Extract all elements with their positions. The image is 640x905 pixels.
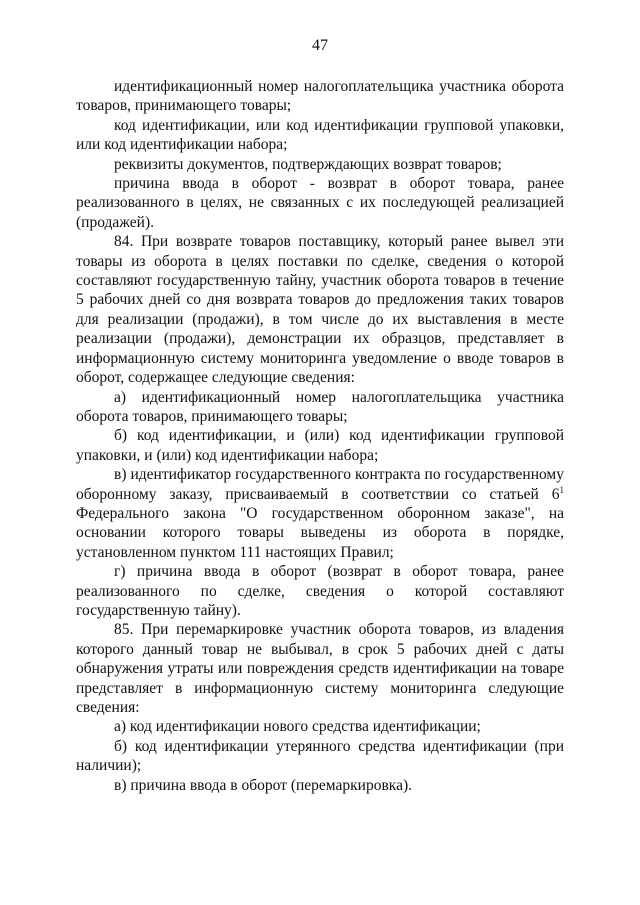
paragraph-84-g: г) причина ввода в оборот (возврат в оборот товара, ранее реализованного по сделке, сведения о которой составляют государственную тайну). — [76, 563, 564, 619]
paragraph-84-v-text-cont: Федерального закона "О государственном оборонном заказе", на основании которого товары выведены из оборота в порядке, установленном пунктом 111 настоящих Правил; — [76, 504, 564, 561]
page-number: 47 — [312, 37, 328, 54]
paragraph-85-a: а) код идентификации нового средства идентификации; — [114, 718, 481, 736]
paragraph-84-v — [76, 465, 564, 562]
paragraph-entry-reason-return: причина ввода в оборот - возврат в оборот товара, ранее реализованного в целях, не связанных с их последующей реализацией (продажей). — [76, 175, 564, 231]
paragraph-85-b: б) код идентификации утерянного средства идентификации (при наличии); — [76, 737, 564, 775]
paragraph-85-v: в) причина ввода в оборот (перемаркировка). — [114, 776, 412, 794]
paragraph-return-documents: реквизиты документов, подтверждающих возврат товаров; — [114, 155, 502, 173]
paragraph-inn-recipient: идентификационный номер налогоплательщика участника оборота товаров, принимающего товары; — [76, 78, 564, 115]
paragraph-85: 85. При перемаркировке участник оборота товаров, из владения которого данный товар не выбывал, в срок 5 рабочих дней с даты обнаружения утраты или повреждения средств идентификации на товаре представляет в информационную систему мониторинга следующие сведения: — [76, 621, 564, 716]
document-body — [76, 77, 564, 795]
paragraph-84-v-text: в) идентификатор государственного контракта по государственному оборонному заказу, присваиваемый в соответствии со статьей 6 — [76, 466, 564, 503]
paragraph-84: 84. При возврате товаров поставщику, который ранее вывел эти товары из оборота в целях поставки по сделке, сведения о которой составляют государственную тайну, участник оборота товаров в течение 5 рабочих дней со дня возврата товаров до предложения таких товаров для реализации (продажи), в том числе до их выставления в месте реализации (продажи), демонстрации их образцов, представляет в информационную систему мониторинга уведомление о вводе товаров в оборот, содержащее следующие сведения: — [76, 233, 564, 387]
paragraph-84-a: а) идентификационный номер налогоплательщика участника оборота товаров, принимающего товары; — [76, 388, 564, 425]
paragraph-84-b: б) код идентификации, и (или) код идентификации групповой упаковки, и (или) код идентификации набора; — [76, 427, 564, 464]
paragraph-identification-code: код идентификации, или код идентификации групповой упаковки, или код идентификации набора; — [76, 116, 564, 154]
article-superscript: 1 — [559, 484, 564, 495]
